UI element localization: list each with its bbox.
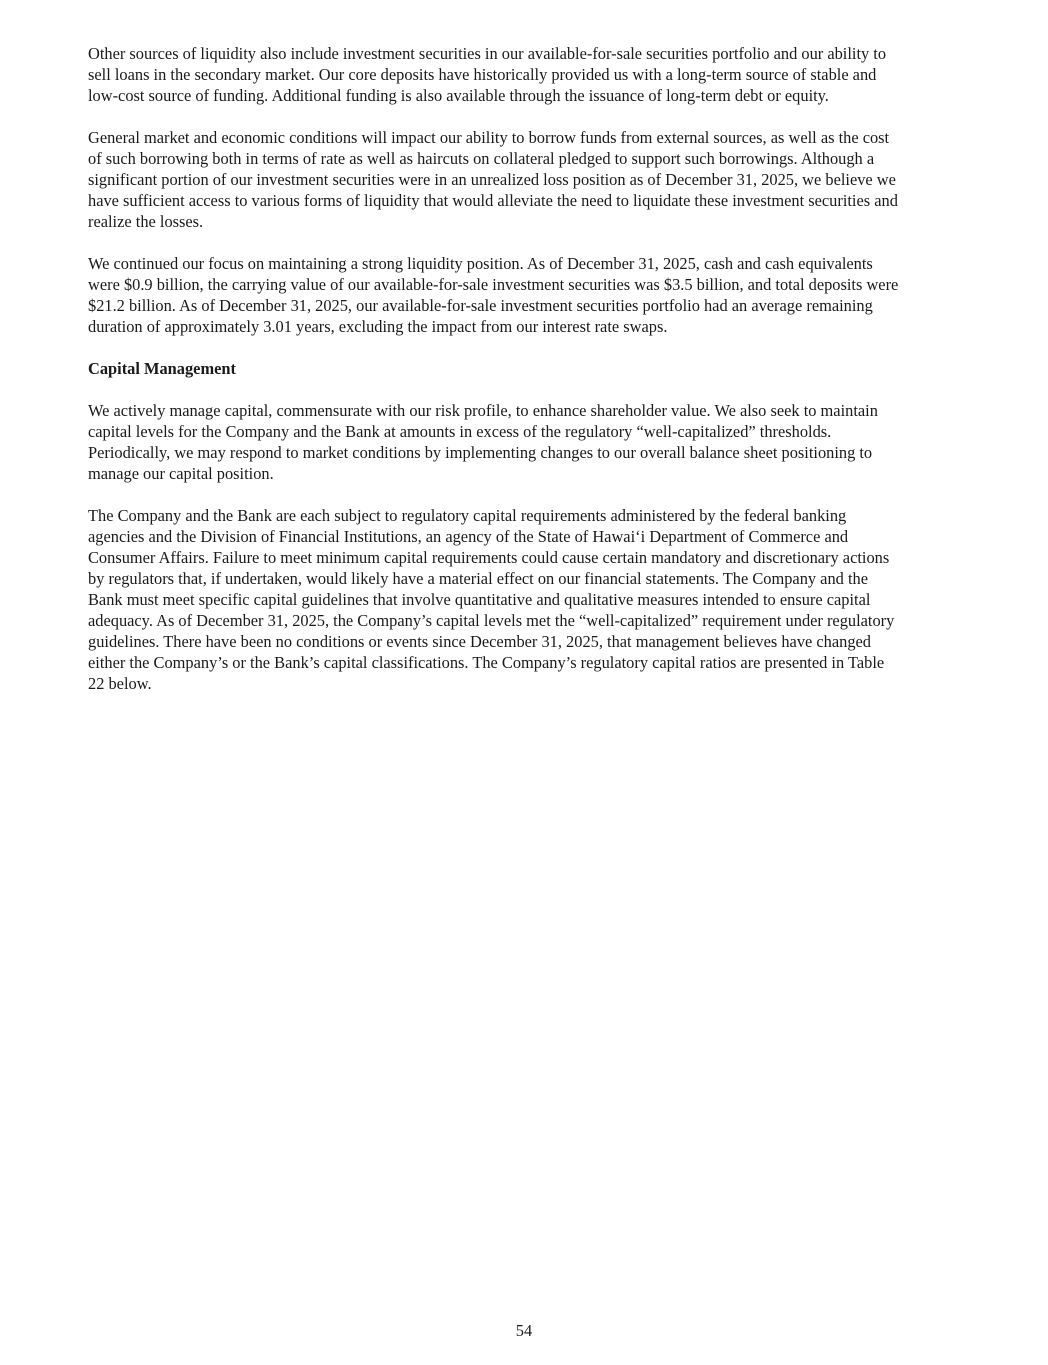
paragraph-capital-management: We actively manage capital, commensurate with our risk profile, to enhance shareholder value. We also seek to maintain capital levels for the Company and the Bank at amounts in excess of the regulatory “well-capitalized” thresholds. Periodically, we may respond to market conditions by implementing changes to our overall balance sheet positioning to manage our capital position. [88, 401, 878, 483]
paragraph-market-conditions: General market and economic conditions will impact our ability to borrow funds from external sources, as well as the cost of such borrowing both in terms of rate as well as haircuts on collateral pledged to support such borrowings. Although a significant portion of our investment securities were in an unrealized loss position as of December 31, 2025, we believe we have sufficient access to various forms of liquidity that would alleviate the need to liquidate these investment securities and realize the losses. [88, 128, 898, 231]
page-number: 54 [515, 1321, 533, 1340]
paragraph-liquidity-sources: Other sources of liquidity also include investment securities in our available-for-sale securities portfolio and our ability to sell loans in the secondary market. Our core deposits have historically provided us with a long-term source of stable and low-cost source of funding. Additional funding is also available through the issuance of long-term debt or equity. [88, 44, 887, 105]
paragraph-liquidity-position: We continued our focus on maintaining a strong liquidity position. As of December 31, 2025, cash and cash equivalents were $0.9 billion, the carrying value of our available-for-sale investment securities was $3.5 billion, and total deposits were $21.2 billion. As of December 31, 2025, our available-for-sale investment securities portfolio had an average remaining duration of approximately 3.01 years, excluding the impact from our interest rate swaps. [88, 254, 899, 336]
document-body [88, 43, 968, 715]
section-heading-capital-management: Capital Management [88, 359, 236, 378]
paragraph-regulatory-capital: The Company and the Bank are each subject to regulatory capital requirements administered by the federal banking agencies and the Division of Financial Institutions, an agency of the State of Hawai‘i Department of Commerce and Consumer Affairs. Failure to meet minimum capital requirements could cause certain mandatory and discretionary actions by regulators that, if undertaken, would likely have a material effect on our financial statements. The Company and the Bank must meet specific capital guidelines that involve quantitative and qualitative measures intended to ensure capital adequacy. As of December 31, 2025, the Company’s capital levels met the “well-capitalized” requirement under regulatory guidelines. There have been no conditions or events since December 31, 2025, that management believes have changed either the Company’s or the Bank’s capital classifications. The Company’s regulatory capital ratios are presented in Table 22 below. [88, 506, 895, 693]
